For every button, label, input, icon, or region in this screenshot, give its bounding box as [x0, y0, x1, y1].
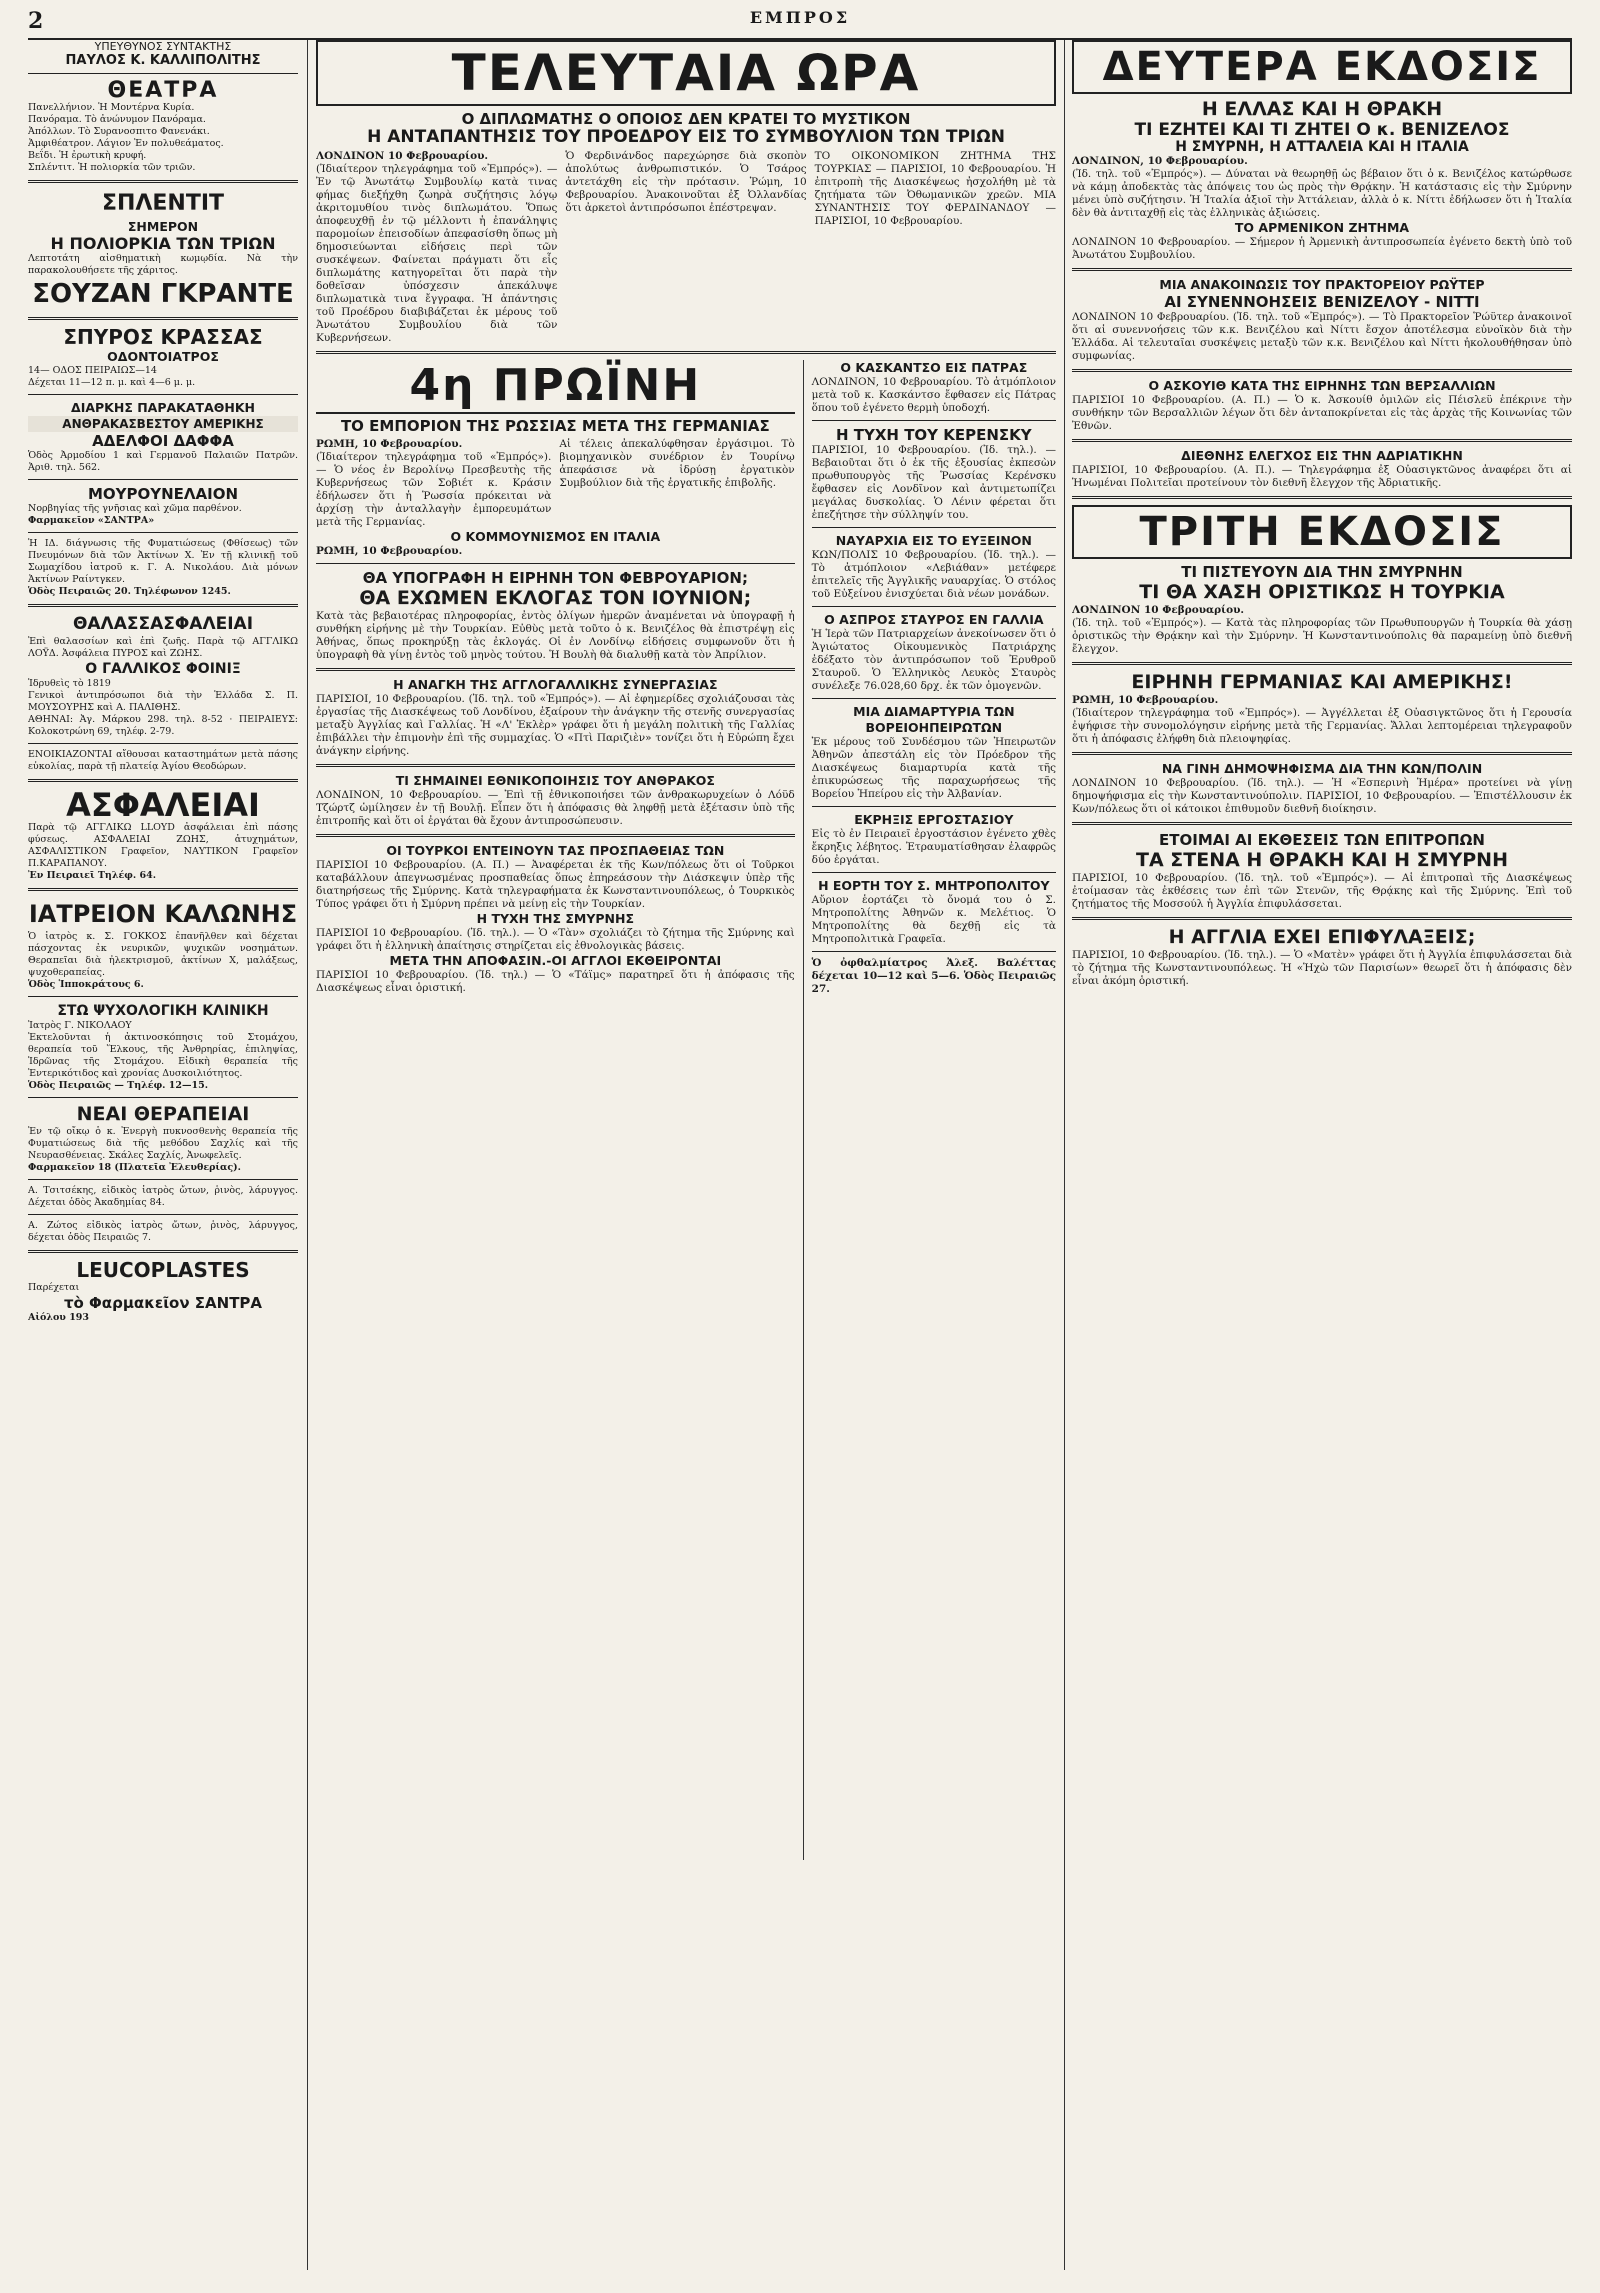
plebiscite-text: ΛΟΝΔΙΝΟΝ 10 Φεβρουαρίου. (Ἰδ. τηλ.). — Ἡ «Ἑσπερινὴ Ἡμέρα» προτείνει νὰ γίνῃ δημοψήφισμα εἰς τὴν Κωνσταντινούπολιν. ΠΑΡΙΣΙΟΙ, 10 Φεβρουαρίου. — Ἐπιστέλλουσιν ἐκ Κων/πόλεως ὅτι οἱ κάτοικοι ἐπιθυμοῦν διεθνῆ διοίκησιν. [1072, 777, 1572, 815]
fourth-col [316, 438, 551, 529]
main-dateline: ΛΟΝΔΙΝΟΝ 10 Φεβρουαρίου. [316, 150, 489, 162]
peace-dateline: ΡΩΜΗ, 10 Φεβρουαρίου. [1072, 694, 1219, 706]
fourth-edition-title: 4η ΠΡΩΪΝΗ [316, 360, 795, 414]
theatre-item: Βεΐδι. Ἡ ἐρωτικὴ κρυφή. [28, 150, 147, 161]
third-edition-sub-1: ΤΙ ΠΙΣΤΕΥΟΥΝ ΔΙΑ ΤΗΝ ΣΜΥΡΝΗΝ [1181, 563, 1463, 581]
anglo-french-title: Η ΑΝΑΓΚΗ ΤΗΣ ΑΓΓΛΟΓΑΛΛΙΚΗΣ ΣΥΝΕΡΓΑΣΙΑΣ [393, 677, 718, 692]
main-subheadline-2: Η ΑΝΤΑΠΑΝΤΗΣΙΣ ΤΟΥ ΠΡΟΕΔΡΟΥ ΕΙΣ ΤΟ ΣΥΜΒΟΥΛΙΟΝ ΤΩΝ ΤΡΙΩΝ [367, 127, 1005, 147]
permanent-label: ΔΙΑΡΚΗΣ ΠΑΡΑΚΑΤΑΘΗΚΗ [71, 400, 255, 415]
theatres-title: ΘΕΑΤΡΑ [107, 78, 219, 103]
second-edition-sub-1: Η ΕΛΛΑΣ ΚΑΙ Η ΘΡΑΚΗ [1201, 98, 1443, 120]
coal-title: ΤΙ ΣΗΜΑΙΝΕΙ ΕΘΝΙΚΟΠΟΙΗΣΙΣ ΤΟΥ ΑΝΘΡΑΚΟΣ [395, 773, 715, 788]
navy-title: ΝΑΥΑΡΧΙΑ ΕΙΣ ΤΟ ΕΥΞΕΙΝΟΝ [835, 533, 1032, 548]
leucoplastes-store: τὸ Φαρμακεῖον ΣΑΝΤΡΑ [63, 1294, 263, 1312]
fourth-text-2: Αἱ τέλεις ἀπεκαλύφθησαν ἐργάσιμοι. Τὸ βιομηχανικὸν συνέδριον ἐν Τουρίνῳ ἀπεφάσισε νὰ ἱδρύσῃ ἐργατικὸν Συμβούλιον διὰ τῆς ἐργατικῆς ἐπιβολῆς. [559, 438, 795, 489]
third-edition-title: ΤΡΙΤΗ ΕΚΔΟΣΙΣ [1072, 505, 1572, 559]
after-decision-text: ΠΑΡΙΣΙΟΙ 10 Φεβρουαρίου. (Ἰδ. τηλ.) — Ὁ «Τάϊμς» παρατηρεῖ ὅτι ἡ ἀπόφασις τῆς Διασκέψεως εἶναι ὁριστική. [316, 969, 795, 994]
plebiscite-title: ΝΑ ΓΙΝΗ ΔΗΜΟΨΗΦΙΣΜΑ ΔΙΑ ΤΗΝ ΚΩΝ/ΠΟΛΙΝ [1161, 761, 1483, 776]
star-name: ΣΟΥΖΑΝ ΓΚΡΑΝΤΕ [32, 279, 294, 309]
page-number: 2 [28, 8, 44, 34]
asquith-text: ΠΑΡΙΣΙΟΙ 10 Φεβρουαρίου. (Α. Π.) — Ὁ κ. Ἀσκουίθ ὁμιλῶν εἰς Πέισλεϋ ἐπέκρινε τὴν συνθήκην τῶν Βερσαλλιῶν λέγων ὅτι δὲν ἀνταποκρίνεται εἰς τὰς ἀρχὰς τῆς Κοινωνίας τῶν Ἐθνῶν. [1072, 394, 1572, 432]
kaskantso-text: ΛΟΝΔΙΝΟΝ, 10 Φεβρουαρίου. Τὸ ἀτμόπλοιον μετὰ τοῦ κ. Κασκάντσο ἔφθασεν εἰς Πάτρας ὅπου τοῦ ἐγένετο θερμὴ ὑποδοχή. [811, 376, 1056, 414]
kerensky-title: Η ΤΥΧΗ ΤΟΥ ΚΕΡΕΝΣΚΥ [835, 426, 1032, 444]
anglo-french-text: ΠΑΡΙΣΙΟΙ, 10 Φεβρουαρίου. (Ἰδ. τηλ. τοῦ «Ἐμπρός»). — Αἱ ἐφημερίδες σχολιάζουσαι τὰς ἐργασίας τῆς Διασκέψεως τοῦ Λονδίνου, ἐξαίρουν τὴν ἀνάγκην τῆς στενῆς συνεργασίας μεταξὺ Ἀγγλίας καὶ Γαλλίας. Ἡ «Λ' Ἐκλὲρ» γράφει ὅτι ἡ μεγάλη πολιτικὴ τῆς Γαλλίας ἐπιβάλλει τὴν ἐπιμονὴν ἐπὶ τῆς συμμαχίας. Ὁ «Πτὶ Παριζιὲν» τονίζει ὅτι ἡ Εὐρώπη ἔχει ἀνάγκην εἰρήνης. [316, 693, 795, 757]
fourth-edition-sub: ΤΟ ΕΜΠΟΡΙΟΝ ΤΗΣ ΡΩΣΣΙΑΣ ΜΕΤΑ ΤΗΣ ΓΕΡΜΑΝΙΑΣ [340, 417, 770, 435]
dentist-address: 14— ΟΔΟΣ ΠΕΙΡΑΙΩΣ—14 [28, 365, 157, 376]
dentist-sub: ΟΔΟΝΤΟΙΑΤΡΟΣ [107, 349, 219, 364]
doctor-ad-1: Α. Τσιτσέκης, εἰδικὸς ἰατρὸς ὤτων, ῥινὸς, λάρυγγος. Δέχεται ὁδὸς Ἀκαδημίας 84. [28, 1185, 298, 1208]
new-therapies-text: Ἐν τῷ οἴκῳ ὁ κ. Ἐνεργὴ πυκνοσθενὴς θεραπεία τῆς Φυματιώσεως διὰ τῆς μεθόδου Σαχλίς καὶ τῆς Νευρασθένειας. Σκάλες Σαχλίς, Ἀνωφελεῖς. [28, 1126, 298, 1161]
today-label: ΣΗΜΕΡΟΝ [127, 219, 199, 234]
main-story-text-3: ΤΟ ΟΙΚΟΝΟΜΙΚΟΝ ΖΗΤΗΜΑ ΤΗΣ ΤΟΥΡΚΙΑΣ — ΠΑΡΙΣΙΟΙ, 10 Φεβρουαρίου. Ἡ ἐπιτροπὴ τῆς Διασκέψεως ἠσχολήθη μὲ τὰ ζητήματα τῶν Ὀθωμανικῶν χρεῶν. ΜΙΑ ΣΥΝΑΝΤΗΣΙΣ ΤΟΥ ΦΕΡΔΙΝΑΝΔΟΥ — ΠΑΡΙΣΙΟΙ, 10 Φεβρουαρίου. [814, 150, 1056, 227]
rent-notice: ΕΝΟΙΚΙΑΖΟΝΤΑΙ αἴθουσαι καταστημάτων μετὰ πάσης εὐκολίας, παρὰ τῇ πλατείᾳ Ἁγίου Θεοδώρων. [28, 749, 298, 772]
dentist-title: ΣΠΥΡΟΣ ΚΡΑΣΣΑΣ [63, 325, 263, 349]
clinic-address: Ὁδὸς Ἱπποκράτους 6. [28, 979, 144, 990]
main-story [316, 150, 1056, 345]
column-rule [1064, 40, 1065, 2270]
smyrna-fate-title: Η ΤΥΧΗ ΤΗΣ ΣΜΥΡΝΗΣ [476, 911, 635, 926]
lower-news-right [812, 360, 1056, 1860]
new-therapies-address: Φαρμακεῖον 18 (Πλατεῖα Ἐλευθερίας). [28, 1162, 241, 1173]
sea-insurance-title: ΘΑΛΑΣΣΑΣΦΑΛΕΙΑΙ [72, 614, 254, 634]
newspaper-name: ΕΜΠΡΟΣ [749, 8, 851, 27]
armenian-text: ΛΟΝΔΙΝΟΝ 10 Φεβρουαρίου. — Σήμερον ἡ Ἀρμενικὴ ἀντιπροσωπεία ἐγένετο δεκτὴ ὑπὸ τοῦ Ἀνωτάτου Συμβουλίου. [1072, 236, 1572, 261]
sea-insurance-text: Ἐπὶ θαλασσίων καὶ ἐπὶ ζωῆς. Παρὰ τῷ ΑΓΓΛΙΚΩ ΛΟΫΔ. Ἀσφάλεια ΠΥΡΟΣ καὶ ΖΩΗΣ. [28, 636, 298, 659]
fourth-edition-story [316, 438, 795, 529]
theatre-item: Ἀπόλλων. Τὸ Συρανοσπιτο Φανενάκι. [28, 126, 210, 137]
siege-title: Η ΠΟΛΙΟΡΚΙΑ ΤΩΝ ΤΡΙΩΝ [50, 234, 276, 253]
fourth-col [559, 438, 794, 529]
navy-text: ΚΩΝ/ΠΟΛΙΣ 10 Φεβρουαρίου. (Ἰδ. τηλ.). — Τὸ ἀτμόπλοιον «Λεβιάθαν» μετέφερε ἐπιτελεῖς τῆς Ἀγγλικῆς ναυαρχίας. Ὁ στόλος τοῦ Εὐξείνου ἐνισχύεται διὰ νέων μονάδων. [811, 549, 1056, 600]
third-edition-sub-2: ΤΙ ΘΑ ΧΑΣΗ ΟΡΙΣΤΙΚΩΣ Η ΤΟΥΡΚΙΑ [1139, 581, 1505, 603]
brothers-address: Ὁδὸς Ἀρμοδίου 1 καὶ Γερμανοῦ Παλαιῶν Πατρῶν. Ἀριθ. τηλ. 562. [28, 450, 298, 473]
turks-text: ΠΑΡΙΣΙΟΙ 10 Φεβρουαρίου. (Α. Π.) — Ἀναφέρεται ἐκ τῆς Κων/πόλεως ὅτι οἱ Τοῦρκοι καταβάλλουν ἀπεγνωσμένας προσπαθείας ὅπως ἐπηρεάσουν τὴν Διάσκεψιν ὑπὲρ τῆς διατηρήσεως τῆς Σμύρνης. Κατὰ τηλεγραφήματα ἐκ Κωνσταντινουπόλεως, ὁ Τουρκικὸς Τύπος γράφει ὅτι ἡ Σμύρνη πρέπει νὰ μείνῃ εἰς τὴν Τουρκίαν. [316, 859, 795, 910]
second-text: (Ἰδ. τηλ. τοῦ «Ἐμπρός»). — Δύναται νὰ θεωρηθῇ ὡς βέβαιον ὅτι ὁ κ. Βενιζέλος κατώρθωσε νὰ κάμῃ ἀποδεκτὰς τὰς ἀπόψεις του ὡς πρὸς τὴν Θρᾴκην. Ἡ κατάστασις εἰς τὴν Σμύρνην μένει ὑπὸ συζήτησιν. Ἡ Ἰταλία ἀξιοῖ τὴν Ἀττάλειαν, ἀλλὰ ὁ κ. Νίττι ἐδήλωσεν ὅτι ἡ Ἰταλία δὲν θὰ ἀντιταχθῇ εἰς τὰς ἑλληνικὰς ἀξιώσεις. [1072, 168, 1572, 219]
ready-reports-title: ΕΤΟΙΜΑΙ ΑΙ ΕΚΘΕΣΕΙΣ ΤΩΝ ΕΠΙΤΡΟΠΩΝ [1159, 831, 1485, 849]
lower-news-left [316, 360, 795, 1860]
third-text: (Ἰδ. τηλ. τοῦ «Ἐμπρός»). — Κατὰ τὰς πληροφορίας τῶν Πρωθυπουργῶν ἡ Τουρκία θὰ χάσῃ ὁριστικῶς τὴν Θρᾴκην καὶ τὴν Σμύρνην. Ἡ Κωνσταντινούπολις θὰ παραμείνῃ ὑπὸ διεθνῆ ἔλεγχον. [1072, 617, 1572, 655]
newspaper-page [28, 40, 1572, 2270]
editor-label: ΥΠΕΥΘΥΝΟΣ ΣΥΝΤΑΚΤΗΣ [94, 40, 232, 53]
leucoplastes-address: Αἰόλου 193 [28, 1312, 90, 1323]
white-cross-text: Ἡ Ἱερὰ τῶν Πατριαρχείων ἀνεκοίνωσεν ὅτι ὁ Ἁγιώτατος Οἰκουμενικὸς Πατριάρχης ἐδέξατο τὸν ἀντιπρόσωπον τοῦ Ἐρυθροῦ Σταυροῦ. Ὁ Ἑλληνικὸς Λευκὸς Σταυρὸς συνέλεξε 76.028,60 δρχ. ἐκ τῶν ὁμογενῶν. [811, 628, 1056, 692]
editor-name: ΠΑΥΛΟΣ Κ. ΚΑΛΛΙΠΟΛΙΤΗΣ [65, 53, 261, 68]
theatres-list [28, 102, 298, 174]
reuters-sub: ΑΙ ΣΥΝΕΝΝΟΗΣΕΙΣ ΒΕΝΙΖΕΛΟΥ - ΝΙΤΤΙ [1164, 293, 1480, 311]
ready-reports-text: ΠΑΡΙΣΙΟΙ, 10 Φεβρουαρίου. (Ἰδ. τηλ. τοῦ «Ἐμπρός»). — Αἱ ἐπιτροπαὶ τῆς Διασκέψεως ἐτοίμασαν τὰς ἐκθέσεις των ἐπὶ τῶν Στενῶν, τῆς Θρᾴκης καὶ τῆς Σμύρνης. Ἐπὶ τοῦ ζητήματος τῆς Μοσσούλ ἡ Ἀγγλία ἐπιφυλάσσεται. [1072, 872, 1572, 910]
italy-dateline: ΡΩΜΗ, 10 Φεβρουαρίου. [316, 545, 463, 557]
turks-title: ΟΙ ΤΟΥΡΚΟΙ ΕΝΤΕΙΝΟΥΝ ΤΑΣ ΠΡΟΣΠΑΘΕΙΑΣ ΤΩΝ [386, 843, 725, 858]
explosion-text: Εἰς τὸ ἐν Πειραιεῖ ἐργοστάσιον ἐγένετο χθὲς ἔκρηξις λέβητος. Ἐτραυματίσθησαν ἐλαφρῶς δύο ἐργάται. [811, 828, 1056, 866]
reuters-title: ΜΙΑ ΑΝΑΚΟΙΝΩΣΙΣ ΤΟΥ ΠΡΑΚΤΟΡΕΙΟΥ ΡΩΫΤΕΡ [1159, 277, 1485, 292]
clinic-title: ΙΑΤΡΕΙΟΝ ΚΑΛΩΝΗΣ [28, 900, 298, 928]
news-area [316, 40, 1056, 2270]
main-story-col [316, 150, 557, 345]
main-story-col [565, 150, 806, 345]
splendid-title: ΣΠΛΕΝΤΙΤ [101, 191, 225, 216]
insurance-text: Παρὰ τῷ ΑΓΓΛΙΚΩ LLOYD ἀσφάλειαι ἐπὶ πάσης φύσεως. ΑΣΦΑΛΕΙΑΙ ΖΩΗΣ, ἀτυχημάτων, ΑΣΦΑΛΙΣΤΙΚΟΝ Γραφεῖον, ΝΑΥΤΙΚΟΝ Γραφεῖον Π.ΚΑΡΑΠΑΝΟΥ. [28, 822, 298, 869]
leucoplastes-title: LEUCOPLASTES [76, 1258, 250, 1282]
coal-text: ΛΟΝΔΙΝΟΝ, 10 Φεβρουαρίου. — Ἐπὶ τῇ ἐθνικοποιήσει τῶν ἀνθρακωρυχείων ὁ Λόϋδ Τζώρτζ ὡμίλησεν ἐν τῇ Βουλῇ. Εἶπεν ὅτι ἡ ἀπόφασις θὰ ληφθῇ μετὰ ἐξέτασιν ὑπὸ τῆς ἐπιτροπῆς καὶ ὅτι οἱ ἐργάται θὰ ἔχουν ἀντιπροσώπευσιν. [316, 789, 795, 827]
brothers-title: ΑΔΕΛΦΟΙ ΔΑΦΦΑ [92, 432, 234, 450]
lower-news [316, 360, 1056, 1860]
clinic-text: Ὁ ἰατρὸς κ. Σ. ΓΟΚΚΟΣ ἐπανῆλθεν καὶ δέχεται πάσχοντας ἐκ νευρικῶν, ψυχικῶν νοσημάτων. Θεραπεῖαι διὰ ἠλεκτρισμοῦ, ἀκτίνων Χ, μαλάξεως, ψυχοθεραπείας. [28, 931, 298, 978]
santra-address: Ὁδὸς Πειραιῶς 20. Τηλέφωνον 1245. [28, 586, 231, 597]
new-therapies-title: ΝΕΑΙ ΘΕΡΑΠΕΙΑΙ [76, 1103, 250, 1125]
main-story-text-2: Ὁ Φερδινάνδος παρεχώρησε διὰ σκοπὸν ἀπολύτως ἀνθρωπιστικόν. Ὁ Τσάρος ἀντετάχθη εἰς τὴν πρότασιν. Ῥώμη, 10 Φεβρουαρίου. Ἀνακοινοῦται ἐξ Ὀλλανδίας ὅτι ἀρκετοὶ ἀντιπρόσωποι ἐπέστρεψαν. [565, 150, 807, 214]
asquith-title: Ο ΑΣΚΟΥΙΘ ΚΑΤΑ ΤΗΣ ΕΙΡΗΝΗΣ ΤΩΝ ΒΕΡΣΑΛΛΙΩΝ [1148, 378, 1496, 393]
feast-text: Αὔριον ἑορτάζει τὸ ὄνομά του ὁ Σ. Μητροπολίτης Ἀθηνῶν κ. Μελέτιος. Ὁ Μητροπολίτης θὰ δεχθῇ εἰς τὰ Μητροπολιτικὰ Γραφεῖα. [811, 894, 1056, 945]
psych-clinic-title: ΣΤΩ ΨΥΧΟΛΟΓΙΚΗ ΚΛΙΝΙΚΗ [57, 1003, 269, 1019]
psych-doctor: Ἰατρὸς Γ. ΝΙΚΟΛΑΟΥ [28, 1020, 132, 1031]
kaskantso-title: Ο ΚΑΣΚΑΝΤΣΟ ΕΙΣ ΠΑΤΡΑΣ [840, 360, 1028, 375]
second-edition-sub-3: Η ΣΜΥΡΝΗ, Η ΑΤΤΑΛΕΙΑ ΚΑΙ Η ΙΤΑΛΙΑ [1175, 139, 1469, 155]
siege-desc: Λεπτοτάτη αἰσθηματικὴ κωμῳδία. Νὰ τὴν παρακολουθήσετε τῆς χάριτος. [28, 253, 298, 276]
dentist-hours: Δέχεται 11—12 π. μ. καὶ 4—6 μ. μ. [28, 377, 196, 388]
england-text: ΠΑΡΙΣΙΟΙ, 10 Φεβρουαρίου. (Ἰδ. τηλ.). — Ὁ «Ματὲν» γράφει ὅτι ἡ Ἀγγλία ἐπιφυλάσσεται διὰ τὸ ζήτημα τῆς Κωνσταντινουπόλεως. Ἡ «Ἡχὼ τῶν Παρισίων» θεωρεῖ ὅτι ἡ ἀπόφασις δὲν εἶναι ἀκόμη ὁριστική. [1072, 949, 1572, 987]
masthead [28, 8, 1572, 40]
main-story-col [815, 150, 1056, 345]
limestone-title: ΑΝΘΡΑΚΑΣΒΕΣΤΟΥ ΑΜΕΡΙΚΗΣ [28, 416, 298, 432]
phoenix-established: Ἱδρυθεὶς τὸ 1819 [28, 678, 111, 689]
phoenix-address: ΑΘΗΝΑΙ: Ἀγ. Μάρκου 298. τηλ. 8-52 · ΠΕΙΡΑΙΕΥΣ: Κολοκοτρώνη 69, τηλέφ. 2-79. [28, 714, 298, 737]
smyrna-fate-text: ΠΑΡΙΣΙΟΙ 10 Φεβρουαρίου. (Ἰδ. τηλ.). — Ὁ «Τὰν» σχολιάζει τὸ ζήτημα τῆς Σμύρνης καὶ γράφει ὅτι ἡ ἑλληνικὴ ἀπαίτησις στηρίζεται εἰς ἐθνολογικὰς βάσεις. [316, 927, 795, 952]
column-rule [307, 40, 308, 2270]
england-title: Η ΑΓΓΛΙΑ ΕΧΕΙ ΕΠΙΦΥΛΑΞΕΙΣ; [1168, 926, 1476, 948]
question-elections: ΘΑ ΕΧΩΜΕΝ ΕΚΛΟΓΑΣ ΤΟΝ ΙΟΥΝΙΟΝ; [359, 587, 752, 609]
leucoplastes-where: Παρέχεται [28, 1282, 80, 1293]
third-dateline: ΛΟΝΔΙΝΟΝ 10 Φεβρουαρίου. [1072, 604, 1245, 616]
feast-title: Η ΕΟΡΤΗ ΤΟΥ Σ. ΜΗΤΡΟΠΟΛΙΤΟΥ [818, 878, 1050, 893]
santra-pharmacy: Φαρμακεῖον «ΣΑΝΤΡΑ» [28, 515, 155, 526]
ready-reports-sub: ΤΑ ΣΤΕΝΑ Η ΘΡΑΚΗ ΚΑΙ Η ΣΜΥΡΝΗ [1136, 849, 1508, 871]
second-edition-sub-2: ΤΙ ΕΖΗΤΕΙ ΚΑΙ ΤΙ ΖΗΤΕΙ Ο κ. ΒΕΝΙΖΕΛΟΣ [1134, 120, 1510, 140]
protest-title: ΜΙΑ ΔΙΑΜΑΡΤΥΡΙΑ ΤΩΝ ΒΟΡΕΙΟΗΠΕΙΡΩΤΩΝ [853, 704, 1015, 735]
white-cross-title: Ο ΑΣΠΡΟΣ ΣΤΑΥΡΟΣ ΕΝ ΓΑΛΛΙΑ [824, 612, 1044, 627]
fourth-text: (Ἰδιαίτερον τηλεγράφημα τοῦ «Ἐμπρός»). — Ὁ νέος ἐν Βερολίνῳ Πρεσβευτὴς τῆς Κυβερνήσεως τῶν Σοβιέτ κ. Κράσιν ἐδήλωσεν ὅτι ἡ Ῥωσσία πρόκειται νὰ ἀρχίσῃ τὴν ἀνταλλαγὴν ἐμπορευμάτων μετὰ τῆς Γερμανίας. [316, 451, 552, 528]
santra-text: Ἡ ΙΔ. διάγνωσις τῆς Φυματιώσεως (Φθίσεως) τῶν Πνευμόνων διὰ τῶν Ἀκτίνων Χ. Ἐν τῇ κλινικῇ τοῦ Σωμαχίδου ἰατροῦ κ. Γ. Α. Νικολάου. Διὰ μόνων Ἀκτίνων Ραίντγκεν. [28, 538, 298, 585]
second-dateline: ΛΟΝΔΙΝΟΝ, 10 Φεβρουαρίου. [1072, 155, 1248, 167]
theatre-item: Σπλέντιτ. Ἡ πολιορκία τῶν τριῶν. [28, 162, 196, 173]
question-peace: ΘΑ ΥΠΟΓΡΑΦΗ Η ΕΙΡΗΝΗ ΤΟΝ ΦΕΒΡΟΥΑΡΙΟΝ; [362, 569, 748, 587]
adriatic-title: ΔΙΕΘΝΗΣ ΕΛΕΓΧΟΣ ΕΙΣ ΤΗΝ ΑΔΡΙΑΤΙΚΗΝ [1181, 448, 1463, 463]
after-decision-title: ΜΕΤΑ ΤΗΝ ΑΠΟΦΑΣΙΝ.-ΟΙ ΑΓΓΛΟΙ ΕΚΘΕΙΡΟΝΤΑΙ [389, 953, 722, 968]
insurance-address: Ἐν Πειραιεῖ Τηλέφ. 64. [28, 870, 157, 881]
adriatic-text: ΠΑΡΙΣΙΟΙ, 10 Φεβρουαρίου. (Α. Π.). — Τηλεγράφημα ἐξ Οὐασιγκτῶνος ἀναφέρει ὅτι αἱ Ἡνωμέναι Πολιτεῖαι προτείνουν τὸν διεθνῆ ἔλεγχον τῆς Ἀδριατικῆς. [1072, 464, 1572, 489]
doctor-ad-2: Α. Ζώτος εἰδικὸς ἰατρὸς ὤτων, ῥινὸς, λάρυγγος, δέχεται ὁδὸς Πειραιῶς 7. [28, 1220, 298, 1243]
kerensky-text: ΠΑΡΙΣΙΟΙ, 10 Φεβρουαρίου. (Ἰδ. τηλ.). — Βεβαιοῦται ὅτι ὁ ἐκ τῆς ἐξουσίας ἐκπεσὼν πρωθυπουργὸς τῆς Ῥωσσίας Κερένσκυ ἔφθασεν εἰς Λονδῖνον καὶ ἀντιμετωπίζει μεγάλας δυσκολίας. Ὁ Λένιν φέρεται ὅτι ἐπεζήτησε τὴν σύλληψίν του. [811, 444, 1056, 521]
main-headline: ΤΕΛΕΥΤΑΙΑ ΩΡΑ [316, 40, 1056, 106]
psych-text: Ἐκτελοῦνται ἡ ἀκτινοσκόπησις τοῦ Στομάχου, θεραπεία τοῦ Ἕλκους, τῆς Ἀνθρηρίας, ἐπιληψίας, Ἱδρῶνας τῆς Στομάχου. Εἰδικὴ θεραπεία τῆς Ἐντερικότιδος καὶ χρονίας Δυσκοιλιότητος. [28, 1032, 298, 1079]
second-edition-title: ΔΕΥΤΕΡΑ ΕΚΔΟΣΙΣ [1072, 40, 1572, 94]
phoenix-title: Ο ΓΑΛΛΙΚΟΣ ΦΟΙΝΙΞ [85, 661, 241, 677]
norway-text: Νορβηγίας τῆς γνῆσιας καὶ χῶμα παρθένον. [28, 503, 242, 514]
ads-column [28, 40, 298, 2270]
main-subheadline: Ο ΔΙΠΛΩΜΑΤΗΣ Ο ΟΠΟΙΟΣ ΔΕΝ ΚΡΑΤΕΙ ΤΟ ΜΥΣΤΙΚΟΝ [461, 110, 911, 128]
theatre-item: Πανόραμα. Τὸ ἀνώνυμον Πανόραμα. [28, 114, 206, 125]
feast-ad: Ὁ ὀφθαλμίατρος Ἀλεξ. Βαλέττας δέχεται 10—12 καὶ 5—6. Ὁδὸς Πειραιῶς 27. [811, 957, 1056, 995]
fourth-dateline: ΡΩΜΗ, 10 Φεβρουαρίου. [316, 438, 463, 450]
italy-sub: Ο ΚΟΜΜΟΥΝΙΣΜΟΣ ΕΝ ΙΤΑΛΙΑ [450, 529, 661, 544]
question-text: Κατὰ τὰς βεβαιοτέρας πληροφορίας, ἐντὸς ὀλίγων ἡμερῶν ἀναμένεται νὰ ὑπογραφῇ ἡ συνθήκη εἰρήνης μὲ τὴν Τουρκίαν. Εὐθὺς μετὰ τοῦτο ὁ κ. Βενιζέλος θὰ ἐπιστρέψῃ εἰς Ἀθήνας, ὅπως προκηρύξῃ τὰς ἐκλογάς. Οἱ ἐν Λονδίνῳ εἰδήσεις συμφωνοῦν ὅτι ἡ ὑπογραφὴ θὰ γίνῃ ἐντὸς τοῦ μηνὸς τούτου. Ἡ Βουλὴ θὰ διαλυθῇ κατὰ τὸν Ἀπρίλιον. [316, 610, 795, 661]
psych-address: Ὁδὸς Πειραιῶς — Τηλέφ. 12—15. [28, 1080, 209, 1091]
mouryneleion-title: ΜΟΥΡΟΥΝΕΛΑΙΟΝ [87, 485, 239, 503]
insurance-title: ΑΣΦΑΛΕΙΑΙ [66, 786, 260, 824]
reuters-text: ΛΟΝΔΙΝΟΝ 10 Φεβρουαρίου. (Ἰδ. τηλ. τοῦ «Ἐμπρός»). — Τὸ Πρακτορεῖον Ῥώϋτερ ἀνακοινοῖ ὅτι αἱ συνεννοήσεις τῶν κ.κ. Βενιζέλου καὶ Νίττι ἔσχον ἀποτέλεσμα εὐνοϊκὸν διὰ τὴν Ἑλλάδα. Αἱ τελευταῖαι συσκέψεις μεταξὺ τῶν κ.κ. Βενιζέλου καὶ Νίττι ἠκολουθήθησαν ὑπὸ συμφωνίας. [1072, 311, 1572, 362]
column-rule [803, 360, 804, 1860]
armenian-title: ΤΟ ΑΡΜΕΝΙΚΟΝ ΖΗΤΗΜΑ [1234, 220, 1410, 235]
explosion-title: ΕΚΡΗΞΙΣ ΕΡΓΟΣΤΑΣΙΟΥ [854, 812, 1014, 827]
theatre-item: Πανελλήνιον. Ἡ Μοντέρνα Κυρία. [28, 102, 195, 113]
protest-text: Ἐκ μέρους τοῦ Συνδέσμου τῶν Ἠπειρωτῶν Ἀθηνῶν ἀπεστάλη εἰς τὸν Πρόεδρον τῆς Διασκέψεως διαμαρτυρία κατὰ τῆς ἐπικυρώσεως τῆς παραχωρήσεως τῆς Βορείου Ἠπείρου εἰς τὴν Ἀλβανίαν. [811, 736, 1056, 800]
peace-text: (Ἰδιαίτερον τηλεγράφημα τοῦ «Ἐμπρός»). — Ἀγγέλλεται ἐξ Οὐασιγκτῶνος ὅτι ἡ Γερουσία ἐψήφισε τὴν συνομολόγησιν εἰρήνης μετὰ τῆς Γερμανίας. Ἄλλαι λεπτομέρειαι τηλεγραφοῦν ὅτι ἡ ἀπόφασις ἐλήφθη διὰ πλειοψηφίας. [1072, 707, 1572, 745]
main-story-text: (Ἰδιαίτερον τηλεγράφημα τοῦ «Ἐμπρός»). — Ἐν τῷ Ἀνωτάτῳ Συμβουλίῳ κατὰ τινας φήμας διεξήχθη ζωηρὰ συζήτησις λόγῳ ἀκριτομυθίου τινὸς διπλωμάτου. Ὅπως ἀποφευχθῇ ἐν τῷ μέλλοντι ἡ ἐπανάληψις παρομοίων ἐπεισοδίων ἀπεφασίσθη ὅπως μὴ δημοσιεύωνται εἰδήσεις περὶ τῶν συσκέψεων. Φαίνεται πράγματι ὅτι εἷς διπλωμάτης κατηγορεῖται ὅτι παρὰ τὴν δοθεῖσαν ὑπόσχεσιν ἀπεκάλυψε διπλωματικὰ τινα ἔγγραφα. Ἡ ἀπάντησις τοῦ Προέδρου διαβιβάζεται ἐκ μέρους τοῦ Ἀνωτάτου Συμβουλίου διὰ τῶν Κυβερνήσεων. [316, 163, 558, 344]
peace-title: ΕΙΡΗΝΗ ΓΕΡΜΑΝΙΑΣ ΚΑΙ ΑΜΕΡΙΚΗΣ! [1131, 671, 1513, 693]
theatre-item: Ἀμφιθέατρον. Λάγιον Ἐν πολυθεάματος. [28, 138, 224, 149]
phoenix-representatives: Γενικοὶ ἀντιπρόσωποι διὰ τὴν Ἑλλάδα Σ. Π. ΜΟΥΣΟΥΡΗΣ καὶ Α. ΠΑΛΙΘΗΣ. [28, 690, 298, 713]
editions-column [1072, 40, 1572, 2270]
